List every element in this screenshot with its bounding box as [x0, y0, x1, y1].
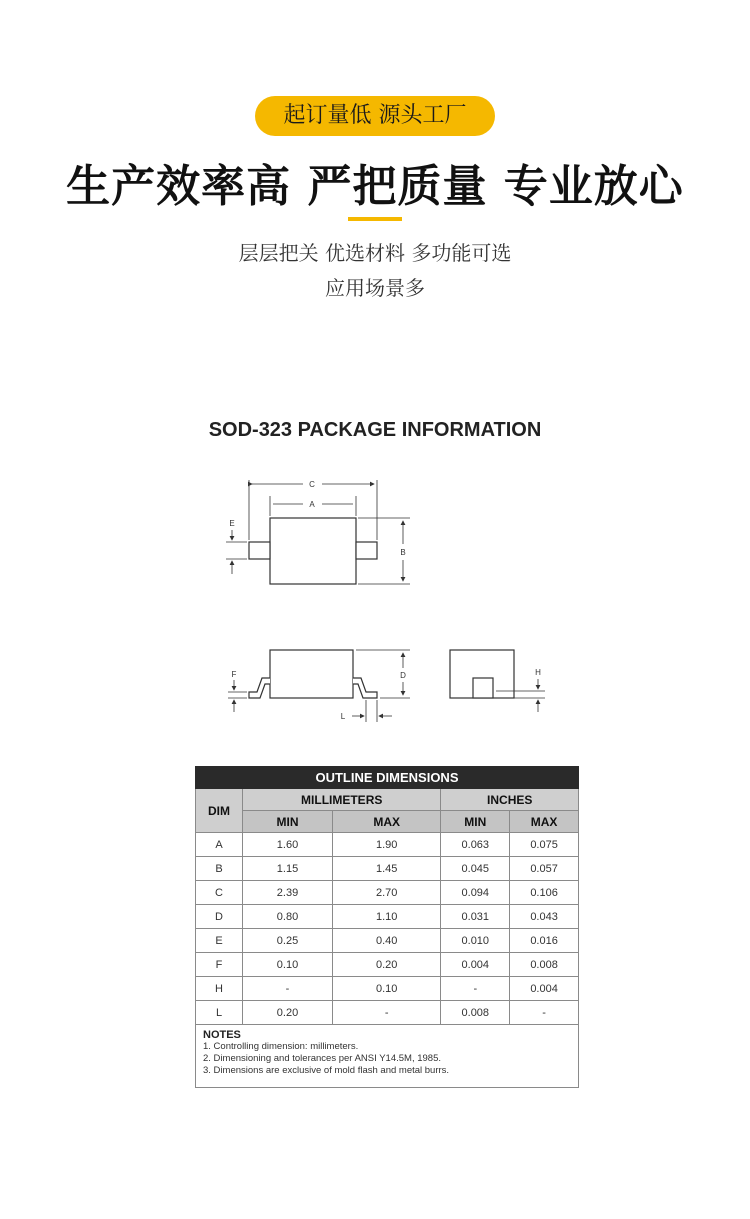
- mm-max-cell: 0.10: [333, 977, 441, 1001]
- in-max-cell: -: [510, 1001, 579, 1025]
- dim-cell: C: [196, 881, 243, 905]
- mm-min-cell: 0.80: [243, 905, 333, 929]
- mm-max-header: MAX: [333, 811, 441, 833]
- in-min-cell: 0.063: [441, 833, 510, 857]
- mm-max-cell: 0.20: [333, 953, 441, 977]
- in-max-cell: 0.075: [510, 833, 579, 857]
- in-min-header: MIN: [441, 811, 510, 833]
- in-max-cell: 0.043: [510, 905, 579, 929]
- in-max-cell: 0.008: [510, 953, 579, 977]
- mm-max-cell: 1.90: [333, 833, 441, 857]
- package-outline-drawing: [0, 460, 750, 730]
- promo-badge: 起订量低 源头工厂: [255, 96, 495, 136]
- mm-max-cell: 1.45: [333, 857, 441, 881]
- table-row: [196, 905, 579, 929]
- in-min-cell: 0.045: [441, 857, 510, 881]
- dim-header: DIM: [196, 789, 243, 833]
- table-row: [196, 857, 579, 881]
- inches-header: INCHES: [441, 789, 579, 811]
- dim-cell: F: [196, 953, 243, 977]
- mm-min-header: MIN: [243, 811, 333, 833]
- in-min-cell: 0.031: [441, 905, 510, 929]
- notes-block: [196, 1025, 579, 1088]
- table-row: [196, 953, 579, 977]
- millimeters-header: MILLIMETERS: [243, 789, 441, 811]
- accent-divider: [348, 217, 402, 221]
- side-view: [228, 650, 410, 722]
- mm-min-cell: 1.15: [243, 857, 333, 881]
- mm-min-cell: 0.10: [243, 953, 333, 977]
- note-item: 2. Dimensioning and tolerances per ANSI Y14.5M, 1985.: [203, 1053, 441, 1064]
- in-min-cell: 0.094: [441, 881, 510, 905]
- in-max-cell: 0.057: [510, 857, 579, 881]
- dim-label-a: A: [309, 500, 315, 509]
- dim-label-b: B: [400, 548, 406, 557]
- in-max-header: MAX: [510, 811, 579, 833]
- note-item: 1. Controlling dimension: millimeters.: [203, 1041, 359, 1052]
- dim-cell: L: [196, 1001, 243, 1025]
- dim-cell: H: [196, 977, 243, 1001]
- dim-label-l: L: [340, 712, 346, 721]
- in-max-cell: 0.106: [510, 881, 579, 905]
- dim-label-f: F: [231, 670, 237, 679]
- dim-label-h: H: [535, 668, 541, 677]
- mm-max-cell: 1.10: [333, 905, 441, 929]
- table-row: [196, 881, 579, 905]
- mm-min-cell: 1.60: [243, 833, 333, 857]
- dim-label-c: C: [309, 480, 315, 489]
- mm-min-cell: 0.20: [243, 1001, 333, 1025]
- table-caption: OUTLINE DIMENSIONS: [196, 767, 579, 789]
- in-max-cell: 0.016: [510, 929, 579, 953]
- dim-cell: D: [196, 905, 243, 929]
- subtitle-line-2: 应用场景多: [325, 276, 425, 300]
- in-min-cell: 0.008: [441, 1001, 510, 1025]
- outline-dimensions-table: [195, 766, 579, 1088]
- mm-min-cell: 2.39: [243, 881, 333, 905]
- page-headline: 生产效率高 严把质量 专业放心: [66, 161, 684, 212]
- mm-max-cell: 2.70: [333, 881, 441, 905]
- in-max-cell: 0.004: [510, 977, 579, 1001]
- package-title: SOD-323 PACKAGE INFORMATION: [208, 419, 542, 441]
- table-row: [196, 977, 579, 1001]
- table-row: [196, 1001, 579, 1025]
- in-min-cell: 0.004: [441, 953, 510, 977]
- dim-label-d: D: [400, 671, 406, 680]
- table-row: [196, 833, 579, 857]
- note-item: 3. Dimensions are exclusive of mold flash and metal burrs.: [203, 1065, 450, 1076]
- end-view: [450, 650, 545, 712]
- dim-cell: B: [196, 857, 243, 881]
- table-row: [196, 929, 579, 953]
- mm-max-cell: -: [333, 1001, 441, 1025]
- dim-cell: A: [196, 833, 243, 857]
- dim-label-e: E: [229, 519, 235, 528]
- top-view: [226, 480, 410, 584]
- in-min-cell: -: [441, 977, 510, 1001]
- mm-min-cell: 0.25: [243, 929, 333, 953]
- mm-min-cell: -: [243, 977, 333, 1001]
- notes-title: NOTES: [203, 1029, 241, 1041]
- in-min-cell: 0.010: [441, 929, 510, 953]
- dim-cell: E: [196, 929, 243, 953]
- subtitle-line-1: 层层把关 优选材料 多功能可选: [238, 241, 512, 265]
- mm-max-cell: 0.40: [333, 929, 441, 953]
